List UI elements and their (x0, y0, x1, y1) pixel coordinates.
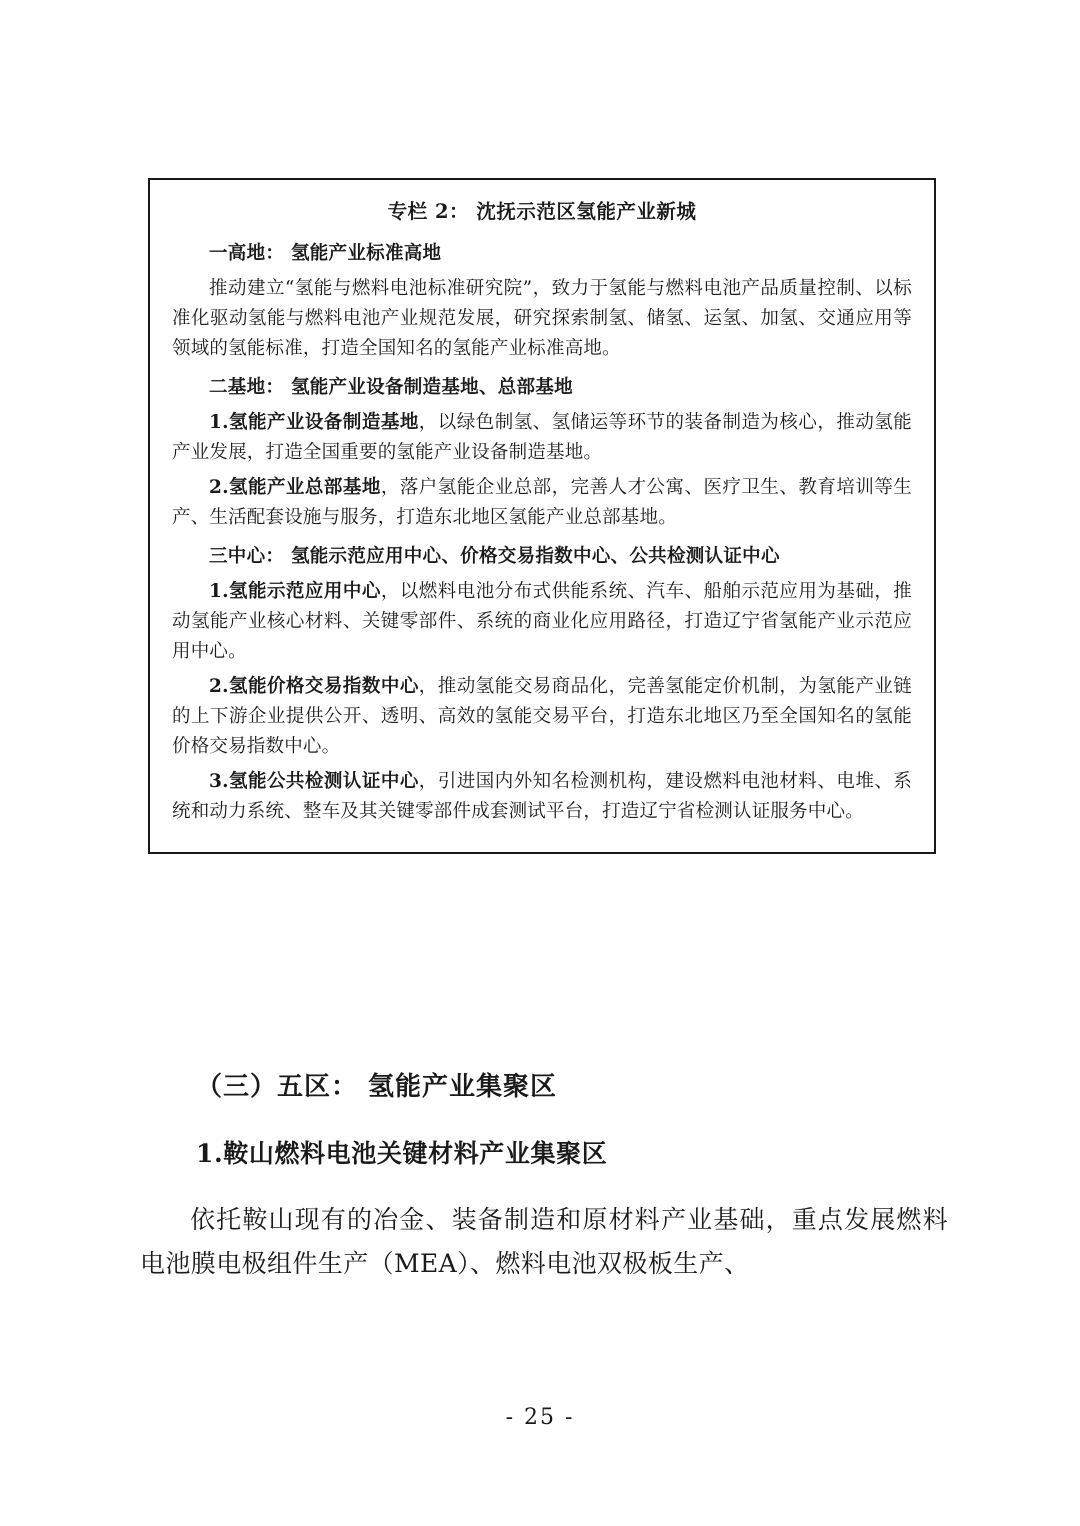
page-number: - 25 - (505, 1405, 575, 1430)
callout-paragraph-lead: 1.氢能示范应用中心 (209, 580, 381, 602)
callout-box-column-2 (148, 178, 936, 854)
callout-paragraph-lead: 2.氢能产业总部基地 (209, 477, 381, 499)
callout-section-heading-3: 三中心： 氢能示范应用中心、价格交易指数中心、公共检测认证中心 (209, 546, 780, 568)
callout-paragraph (172, 767, 912, 827)
callout-box-title: 专栏 2： 沈抚示范区氢能产业新城 (387, 200, 697, 223)
section-heading-five-zones: （三）五区： 氢能产业集聚区 (196, 1072, 558, 1102)
callout-paragraph-lead: 3.氢能公共检测认证中心 (209, 770, 419, 792)
callout-section-heading-1: 一高地： 氢能产业标准高地 (209, 243, 442, 265)
callout-paragraph-text: ，落户氢能企业总部，完善人才公寓、医疗卫生、教育培训等生产、生活配套设施与服务，打造东北地区氢能产业总部基地。 (172, 477, 912, 529)
body-paragraph: 依托鞍山现有的冶金、装备制造和原材料产业基础，重点发展燃料电池膜电极组件生产（MEA）、燃料电池双极板生产、 (140, 1205, 948, 1278)
callout-section-heading-2: 二基地： 氢能产业设备制造基地、总部基地 (209, 377, 573, 399)
callout-paragraph-lead: 2.氢能价格交易指数中心 (209, 675, 419, 697)
callout-paragraph-text: ，以燃料电池分布式供能系统、汽车、船舶示范应用为基础，推动氢能产业核心材料、关键零部件、系统的商业化应用路径，打造辽宁省氢能产业示范应用中心。 (172, 580, 912, 662)
callout-paragraph (172, 577, 912, 667)
subsection-heading-anshan: 1.鞍山燃料电池关键材料产业集聚区 (196, 1139, 608, 1168)
callout-paragraph-lead: 1.氢能产业设备制造基地 (209, 412, 419, 434)
callout-paragraph (172, 672, 912, 762)
callout-paragraph-text: ，以绿色制氢、氢储运等环节的装备制造为核心，推动氢能产业发展，打造全国重要的氢能产业设备制造基地。 (172, 412, 912, 464)
callout-paragraph (172, 408, 912, 468)
callout-paragraph-text: ，推动氢能交易商品化，完善氢能定价机制，为氢能产业链的上下游企业提供公开、透明、高效的氢能交易平台，打造东北地区乃至全国知名的氢能价格交易指数中心。 (172, 675, 912, 757)
callout-paragraph (172, 473, 912, 533)
callout-paragraph-text: ，引进国内外知名检测机构，建设燃料电池材料、电堆、系统和动力系统、整车及其关键零部件成套测试平台，打造辽宁省检测认证服务中心。 (172, 770, 912, 822)
callout-paragraph: 推动建立“氢能与燃料电池标准研究院”，致力于氢能与燃料电池产品质量控制、以标准化驱动氢能与燃料电池产业规范发展，研究探索制氢、储氢、运氢、加氢、交通应用等领域的氢能标准，打造全国知名的氢能产业标准高地。 (172, 278, 912, 360)
